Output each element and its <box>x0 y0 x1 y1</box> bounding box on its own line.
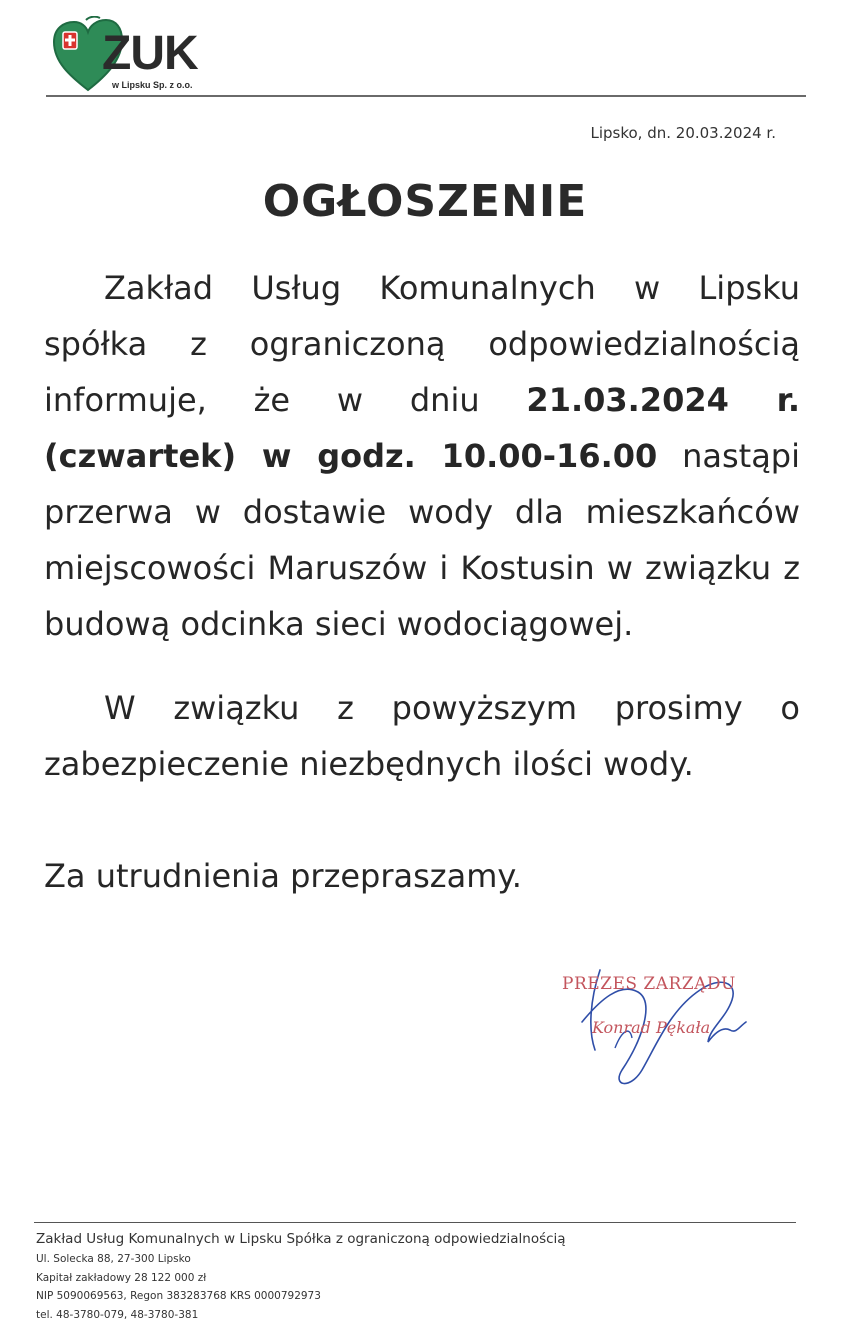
paragraph-main <box>44 260 800 652</box>
page-title: OGŁOSZENIE <box>262 176 588 227</box>
paragraph-apology: Za utrudnienia przepraszamy. <box>44 857 522 895</box>
stamp-role: PREZES ZARZĄDU <box>562 974 736 994</box>
footer-registry: NIP 5090069563, Regon 383283768 KRS 0000792973 <box>36 1290 321 1302</box>
paragraph-main-text-2: nastąpi przerwa w dostawie wody dla mieszkańców miejscowości Maruszów i Kostusin w związku z budową odcinka sieci wodociągowej. <box>44 437 800 643</box>
paragraph-main-text-1: Zakład Usług Komunalnych w Lipsku spółka z ograniczoną odpowiedzialnością informuje, że w dniu <box>44 269 800 419</box>
footer <box>36 1228 566 1324</box>
footer-phone: tel. 48-3780-079, 48-3780-381 <box>36 1308 199 1321</box>
paragraph-request: W związku z powyższym prosimy o zabezpieczenie niezbędnych ilości wody. <box>44 689 800 783</box>
footer-divider <box>34 1222 796 1223</box>
footer-company: Zakład Usług Komunalnych w Lipsku Spółka z ograniczoną odpowiedzialnością <box>36 1231 566 1247</box>
company-logo <box>50 16 240 96</box>
logo-text: ZUK <box>102 27 198 80</box>
announcement-body <box>44 260 800 904</box>
signature-icon <box>560 930 760 1100</box>
paragraph-main-date-time: 21.03.2024 r. (czwartek) w godz. 10.00-16.00 <box>44 381 800 475</box>
date-line: Lipsko, dn. 20.03.2024 r. <box>590 124 776 142</box>
header-divider <box>46 95 806 97</box>
logo-subtitle: w Lipsku Sp. z o.o. <box>112 80 193 90</box>
footer-address: Ul. Solecka 88, 27-300 Lipsko <box>36 1253 191 1265</box>
footer-capital: Kapitał zakładowy 28 122 000 zł <box>36 1271 207 1284</box>
stamp-name: Konrad Pękała <box>592 1018 711 1037</box>
